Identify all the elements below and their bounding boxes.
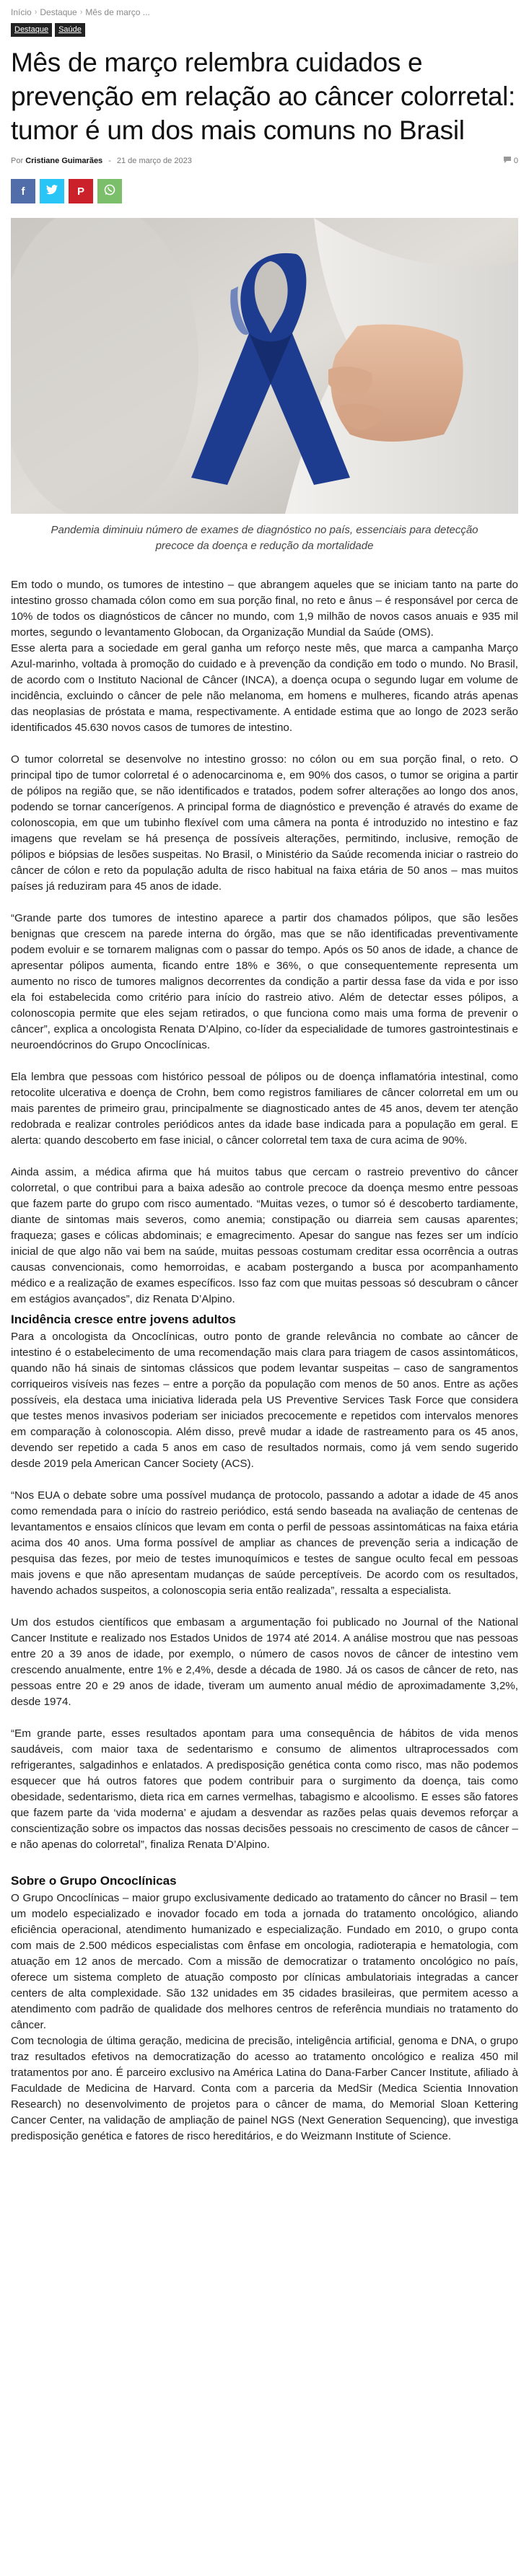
breadcrumb-home[interactable]: Início: [11, 7, 32, 17]
author-name[interactable]: Cristiane Guimarães: [25, 157, 103, 165]
breadcrumb: [11, 0, 518, 20]
publish-date: 21 de março de 2023: [116, 157, 192, 165]
facebook-icon: f: [21, 185, 25, 198]
article-paragraph: O Grupo Oncoclínicas – maior grupo exclusivamente dedicado ao tratamento do câncer no Brasil – tem um modelo especializado e inovador focado em toda a jornada do tratamento oncológico, aliando eficiência operacional, atendimento humanizado e especialização. Fundado em 2010, o grupo conta com mais de 2.500 médicos especialistas com ênfase em oncologia, radioterapia e hematologia, com atuação em 12 anos de mercado. Com a missão de democratizar o tratamento oncológico no país, oferece um sistema completo de atuação composto por clínicas ambulatoriais integradas a cancer centers de alta complexidade. São 132 unidades em 35 cidades brasileiras, que permitem acesso a atendimento com padrão de qualidade dos melhores centros de referência mundiais no tratamento do câncer.: [11, 1892, 518, 2031]
chevron-right-icon: ›: [79, 8, 83, 17]
comment-icon: [503, 156, 512, 166]
article-paragraph: Esse alerta para a sociedade em geral ganha um reforço neste mês, que marca a campanha Março Azul-marinho, voltada à promoção do cuidado e à prevenção da condição em todo o mundo. No Brasil, de acordo com o Instituto Nacional de Câncer (INCA), a doença ocupa o segundo lugar em volume de incidência, excluindo o câncer de pele não melanoma, em homens e mulheres, ficando atrás apenas das neoplasias de próstata e mama, respectivamente. A entidade estima que ao longo de 2023 serão identificados 45.630 novos casos de tumores de intestino.: [11, 642, 518, 734]
page-title: Mês de março relembra cuidados e prevenção em relação ao câncer colorretal: tumor é um dos mais comuns no Brasil: [11, 48, 516, 145]
breadcrumb-current: Mês de março ...: [85, 7, 150, 17]
article-meta: [11, 156, 518, 166]
twitter-share-button[interactable]: [40, 179, 64, 203]
facebook-share-button[interactable]: [11, 179, 35, 203]
article-paragraph: Um dos estudos científicos que embasam a argumentação foi publicado no Journal of the National Cancer Institute e realizado nos Estados Unidos de 1974 até 2014. A análise mostrou que nas pessoas entre 20 a 39 anos de idade, por exemplo, o número de casos novos de câncer de intestino vem crescendo anualmente, entre 1% e 2,4%, desde a década de 1980. Já os casos de câncer de reto, nas pessoas entre 20 e 29 anos de idade, tiveram um aumento anual médio de aproximadamente 3,2%, desde 1974.: [11, 1616, 518, 1708]
comments-count[interactable]: [503, 156, 518, 166]
share-buttons: [11, 179, 518, 203]
featured-image: [11, 218, 518, 514]
section-heading: Incidência cresce entre jovens adultos: [11, 1313, 236, 1326]
category-tags: [11, 23, 518, 37]
author-line: [11, 157, 102, 165]
pinterest-share-button[interactable]: [69, 179, 93, 203]
article-paragraph: Para a oncologista da Oncoclínicas, outro ponto de grande relevância no combate ao câncer de intestino é o estabelecimento de uma recomendação mais clara para triagem de casos assintomáticos, quando não há sinais de sintomas clássicos que podem levantar suspeitas – caso de sangramentos corriqueiros visíveis nas fezes – entre a porção da população com menos de 50 anos. Entre as ações possíveis, ela destaca uma iniciativa liderada pela US Preventive Services Task Force que considera que testes menos invasivos poderiam ser iniciados precocemente e repetidos com intervalos menores em comparação à colonoscopia. Além disso, prevê mudar a idade de rastreamento para os 45 anos, devendo ser repetido a cada 5 anos em caso de resultados normais, como já vem sendo sugerido desde 2019 pela American Cancer Society (ACS).: [11, 1331, 518, 1470]
article-paragraph: Com tecnologia de última geração, medicina de precisão, inteligência artificial, genoma e DNA, o grupo traz resultados efetivos na democratização do acesso ao tratamento oncológico e realiza 450 mil tratamentos por ano. É parceiro exclusivo na América Latina do Dana-Farber Cancer Institute, afiliado à Faculdade de Medicina de Harvard. Conta com a parceria da MedSir (Medica Scientia Innovation Research) no desenvolvimento de projetos para o câncer de mama, do Memorial Sloan Kettering Cancer Center, na validação de ampliação de painel NGS (Next Generation Sequencing), que investiga predisposição genética e fatores de risco hereditários, e do Weizmann Institute of Science.: [11, 2035, 518, 2142]
article-paragraph: “Grande parte dos tumores de intestino aparece a partir dos chamados pólipos, que são lesões benignas que crescem na parede interna do órgão, mas que se não identificadas preventivamente podem evoluir e se tornarem malignas com o passar do tempo. Após os 50 anos de idade, a chance de apresentar pólipos aumenta, ficando entre 18% e 36%, o que consequentemente representa um aumento no risco de tumores malignos decorrentes da condição a partir dessa fase da vida e por isso ela foi estabelecida como critério para início do rastreio ativo. Além de detectar esses pólipos, a colonoscopia permite que eles sejam retirados, o que funciona como mais uma forma de prevenir o câncer”, explica a oncologista Renata D’Alpino, co-líder da especialidade de tumores gastrointestinais e neuroendócrinos do Grupo Oncoclínicas.: [11, 912, 518, 1051]
whatsapp-share-button[interactable]: [97, 179, 122, 203]
meta-separator: -: [108, 157, 111, 165]
blue-ribbon-photo: [11, 218, 518, 514]
category-tag-destaque[interactable]: Destaque: [11, 23, 52, 37]
article-paragraph: Ela lembra que pessoas com histórico pessoal de pólipos ou de doença inflamatória intestinal, como retocolite ulcerativa e doença de Crohn, bem como registros familiares de câncer colorretal em um ou mais parentes de primeiro grau, principalmente se diagnosticado antes de 45 anos, devem ter atenção redobrada e realizar controles periódicos antes da idade base indicada para a população em geral. E alerta: quando descoberto em fase inicial, o câncer colorretal tem taxa de cura acima de 90%.: [11, 1071, 518, 1147]
pinterest-icon: P: [76, 185, 84, 198]
article-paragraph: “Nos EUA o debate sobre uma possível mudança de protocolo, passando a adotar a idade de 45 anos como remendada para o início do rastreio periódico, está sendo baseada na avaliação de centenas de levantamentos e ensaios clínicos que levam em conta o perfil de pessoas assintomáticas na faixa etária acima dos 40 anos. Uma forma possível de ampliar as chances de prevenção seria a indicação de pesquisa das fezes, por meio de testes imunoquímicos e testes de sangue oculto fecal em pessoas mais jovens e que não apresentam mudanças de saúde perceptíveis. De acordo com os resultados, havendo achados suspeitos, a colonoscopia seria então realizada”, ressalta a especialista.: [11, 1489, 518, 1597]
article-body: [11, 577, 518, 2145]
section-heading: Sobre o Grupo Oncoclínicas: [11, 1874, 177, 1888]
comments-number: 0: [513, 157, 518, 165]
category-tag-saude[interactable]: Saúde: [55, 23, 85, 37]
article-paragraph: Em todo o mundo, os tumores de intestino – que abrangem aqueles que se iniciam tanto na parte do intestino grosso chamada cólon como em sua porção final, no reto e ânus – é responsável por cerca de 10% de todos os diagnósticos de câncer no mundo, com 1,9 milhão de novos casos anuais e 935 mil mortes, segundo o levantamento Globocan, da Organização Mundial da Saúde (OMS).: [11, 579, 518, 639]
chevron-right-icon: ›: [34, 8, 38, 17]
article-paragraph: O tumor colorretal se desenvolve no intestino grosso: no cólon ou em sua porção final, o reto. O principal tipo de tumor colorretal é o adenocarcinoma e, em 90% dos casos, o tumor se origina a partir de pólipos na região que, se não identificados e tratados, podem sofrer alterações ao longo dos anos, podendo se tornar cancerígenos. A principal forma de diagnóstico e prevenção é através do exame de colonoscopia, em que um tubinho flexível com uma câmera na ponta é introduzido no intestino e faz imagens que revelam se há presença de possíveis alterações, permitindo, inclusive, remoção de pólipos e biópsias de lesões suspeitas. No Brasil, o Ministério da Saúde recomenda iniciar o rastreio do câncer de cólon e reto da população adulta de risco habitual na faixa etária de 50 anos – mas muitos países já reduziram para 45 anos de idade.: [11, 753, 518, 893]
whatsapp-icon: [104, 184, 115, 198]
article-paragraph: “Em grande parte, esses resultados apontam para uma consequência de hábitos de vida menos saudáveis, com maior taxa de sedentarismo e consumo de alimentos ultraprocessados com refrigerantes, salgadinhos e enlatados. A predisposição genética conta como risco, mas não podemos esquecer que há outros fatores que podem contribuir para o surgimento da doença, tais como obesidade, sedentarismo, dieta rica em carnes vermelhas, tabagismo e alcoolismo. E esses são fatores que fazem parte da ‘vida moderna’ e ajudam a desvendar as razões pelas quais devemos reforçar a conscientização sobre os impactos das nossas decisões pessoais no crescimento de casos de câncer – e não apenas do colorretal”, finaliza Renata D’Alpino.: [11, 1727, 518, 1851]
by-label: Por: [11, 157, 24, 165]
image-caption: Pandemia diminuiu número de exames de diagnóstico no país, essenciais para detecção precoce da doença e redução da mortalidade: [51, 524, 478, 552]
breadcrumb-destaque[interactable]: Destaque: [40, 7, 77, 17]
article-paragraph: Ainda assim, a médica afirma que há muitos tabus que cercam o rastreio preventivo do câncer colorretal, o que contribui para a baixa adesão ao controle precoce da doença mesmo entre pessoas que fazem parte do grupo com risco aumentado. “Muitas vezes, o tumor só é descoberto tardiamente, diante de sintomas mais severos, como anemia; constipação ou diarreia sem causas aparentes; fraqueza; gases e cólicas abdominais; e emagrecimento. Apesar do sangue nas fezes ser um indício inicial de que algo não vai bem na saúde, muitas pessoas costumam creditar essa ocorrência a outras causas convencionais, como hemorroidas, e acabam postergando a busca por acompanhamento médico e a realização de exames específicos. Isso faz com que muitas pessoas só descubram o câncer em estágios avançados”, diz Renata D’Alpino.: [11, 1166, 518, 1305]
twitter-icon: [46, 185, 58, 198]
